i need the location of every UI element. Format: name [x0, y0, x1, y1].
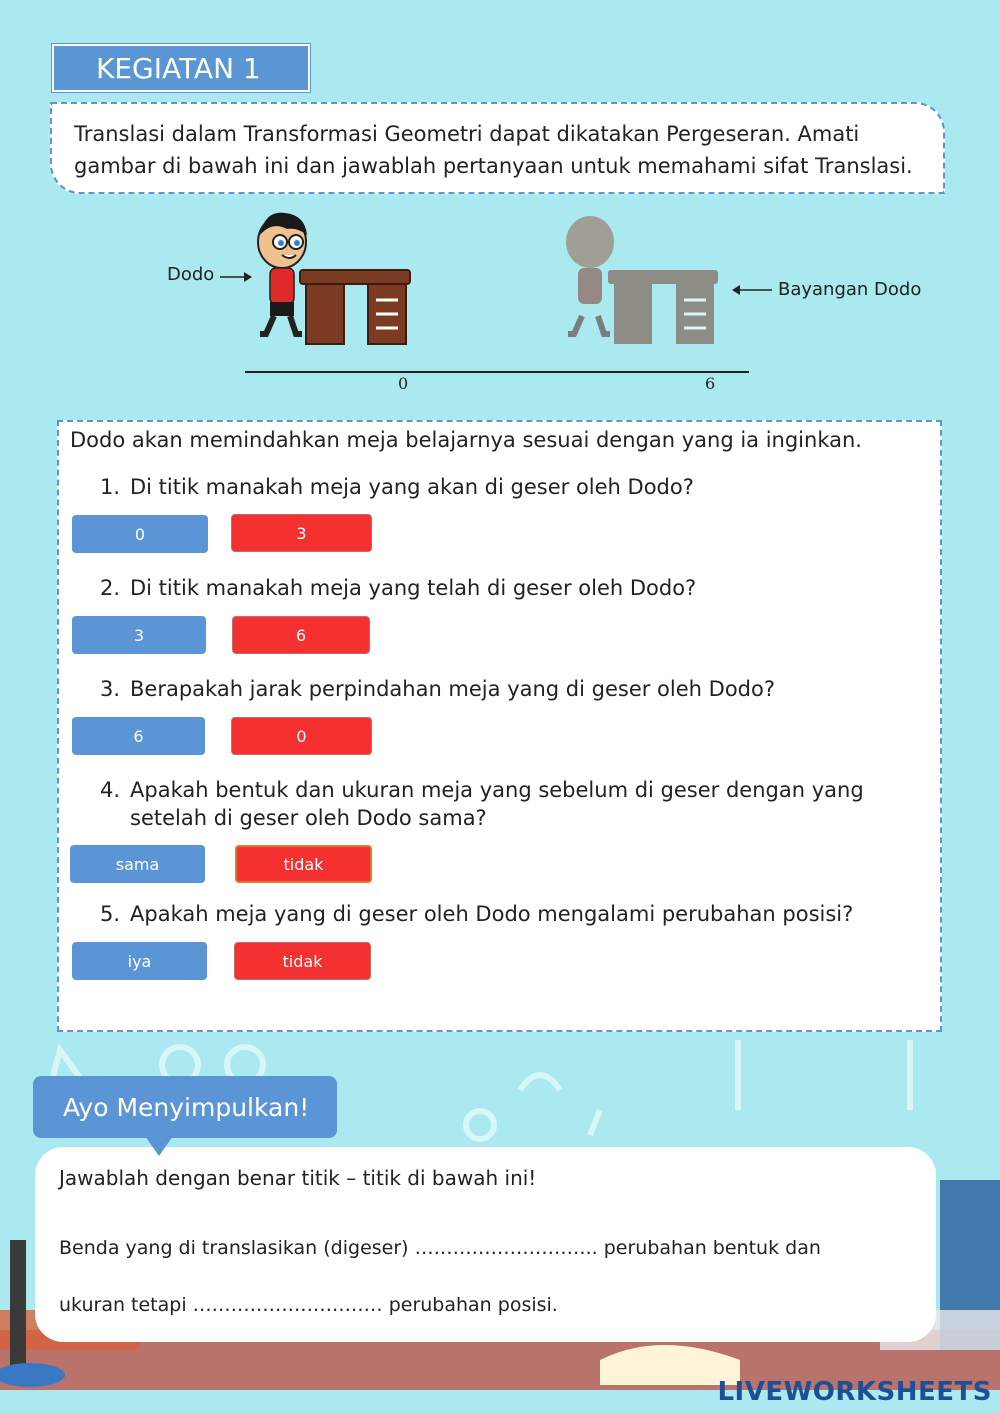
questions-lead: Dodo akan memindahkan meja belajarnya sesuai dengan yang ia inginkan. — [70, 428, 862, 452]
callout-tail — [145, 1136, 173, 1156]
conclusion-title-text: Ayo Menyimpulkan! — [63, 1092, 310, 1122]
tick-6: 6 — [705, 374, 716, 393]
q5-option-a-button[interactable]: iya — [72, 942, 207, 980]
question-number: 2. — [100, 576, 121, 600]
conclusion-title — [33, 1076, 337, 1138]
q1-option-a-button[interactable]: 0 — [72, 515, 208, 553]
q5-option-b-button[interactable]: tidak — [234, 942, 371, 980]
conclusion-line-1b: perubahan bentuk dan — [603, 1237, 821, 1259]
liveworksheets-logo — [717, 1377, 992, 1407]
question-text: Di titik manakah meja yang akan di geser oleh Dodo? — [130, 475, 694, 499]
dodo-desk-image — [252, 210, 412, 345]
q4-option-a-button[interactable]: sama — [70, 845, 205, 883]
arrow-right-icon — [220, 270, 252, 284]
question-4 — [100, 776, 900, 832]
conclusion-line-2: ukuran tetapi ………………………… perubahan posisi. — [59, 1294, 558, 1316]
question-text: Berapakah jarak perpindahan meja yang di geser oleh Dodo? — [130, 677, 775, 701]
question-1 — [100, 473, 694, 501]
question-text: Apakah bentuk dan ukuran meja yang sebelum di geser dengan yang setelah di geser oleh Dodo sama? — [130, 778, 864, 830]
conclusion-line-1 — [59, 1237, 821, 1259]
q3-option-a-button[interactable]: 6 — [72, 717, 205, 755]
question-number: 1. — [100, 475, 121, 499]
intro-box — [50, 102, 945, 194]
q1-option-b-button[interactable]: 3 — [231, 514, 372, 552]
conclusion-line-1a: Benda yang di translasikan (digeser) ……………………….. — [59, 1237, 604, 1259]
question-number: 3. — [100, 677, 121, 701]
activity-title-text: KEGIATAN 1 — [96, 51, 261, 85]
q4-option-b-button[interactable]: tidak — [235, 845, 372, 883]
question-5 — [100, 900, 853, 928]
question-2 — [100, 574, 696, 602]
question-number: 4. — [100, 778, 121, 802]
question-number: 5. — [100, 902, 121, 926]
q2-option-a-button[interactable]: 3 — [72, 616, 206, 654]
arrow-left-icon — [732, 283, 772, 297]
question-3 — [100, 675, 775, 703]
label-dodo: Dodo — [167, 264, 215, 285]
liveworksheets-logo-text: LIVEWORKSHEETS — [717, 1377, 992, 1407]
dodo-shadow-image — [560, 210, 720, 345]
question-text: Di titik manakah meja yang telah di geser oleh Dodo? — [130, 576, 697, 600]
conclusion-instruction: Jawablah dengan benar titik – titik di bawah ini! — [59, 1166, 537, 1190]
number-line — [245, 371, 749, 373]
intro-text: Translasi dalam Transformasi Geometri dapat dikatakan Pergeseran. Amati gambar di bawah ini dan jawablah pertanyaan untuk memahami sifat Translasi. — [74, 122, 913, 178]
label-bayangan-dodo: Bayangan Dodo — [778, 279, 922, 300]
activity-title — [52, 44, 310, 92]
question-text: Apakah meja yang di geser oleh Dodo mengalami perubahan posisi? — [130, 902, 854, 926]
tick-0: 0 — [398, 374, 409, 393]
q2-option-b-button[interactable]: 6 — [232, 616, 370, 654]
q3-option-b-button[interactable]: 0 — [231, 717, 372, 755]
